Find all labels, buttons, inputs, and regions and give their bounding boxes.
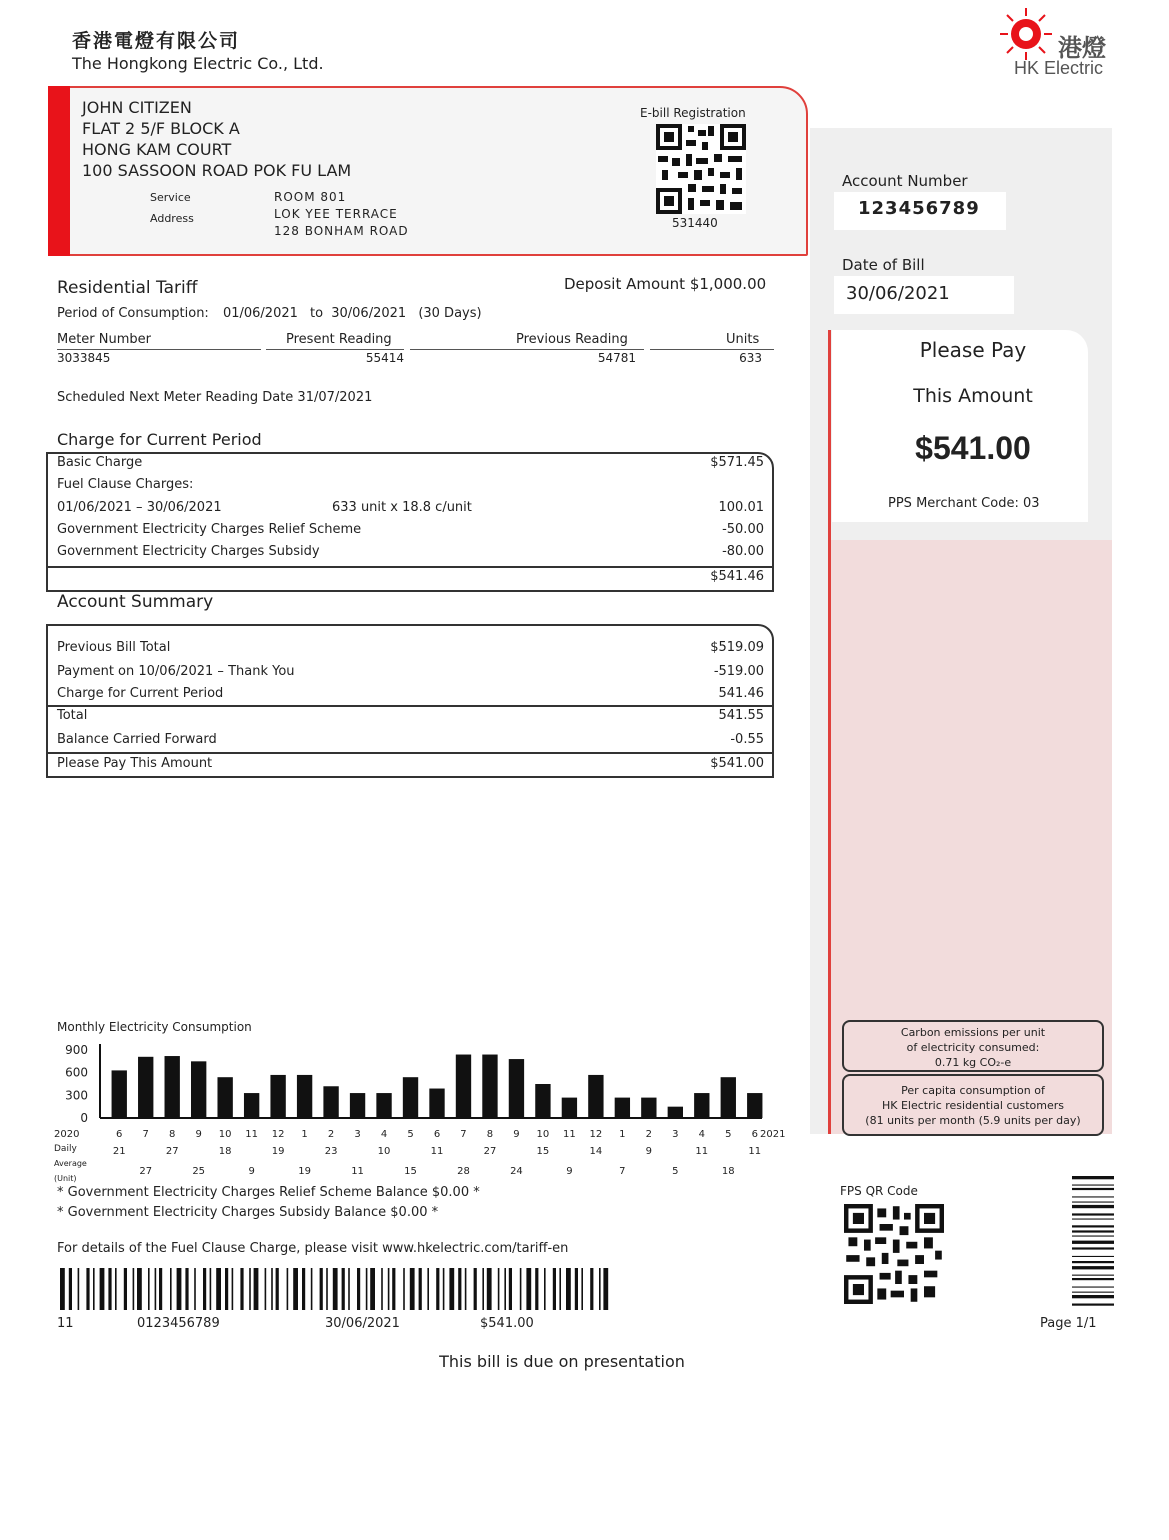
barcode-bar: [60, 1268, 65, 1310]
consumption-bar: [323, 1086, 338, 1118]
barcode-bar: [410, 1268, 415, 1310]
daily-average-label: 11: [748, 1146, 762, 1157]
consumption-bar: [112, 1070, 127, 1118]
summary-row-amount: $541.00: [710, 756, 764, 771]
barcode-bar: [1072, 1261, 1114, 1263]
month-tick-label: 6: [116, 1129, 123, 1140]
charge-row-amount: $571.45: [710, 455, 764, 470]
barcode-bar: [1072, 1295, 1114, 1298]
previous-reading-header: Previous Reading: [516, 332, 628, 347]
pps-merchant-code: PPS Merchant Code: 03: [888, 496, 1040, 511]
barcode-caption: $541.00: [480, 1316, 534, 1331]
barcode-bar: [544, 1268, 546, 1310]
daily-average-label: 27: [165, 1146, 179, 1157]
daily-average-label: 21: [112, 1146, 126, 1157]
barcode-bar: [366, 1268, 368, 1310]
charge-row-detail: 633 unit x 18.8 c/unit: [332, 500, 472, 515]
consumption-bar: [376, 1093, 391, 1118]
consumption-bar: [138, 1057, 153, 1118]
consumption-bar: [588, 1075, 603, 1118]
daily-average-label: 24: [510, 1166, 523, 1177]
barcode-bar: [333, 1268, 338, 1310]
month-tick-label: 9: [195, 1129, 202, 1140]
daily-average-label: 11: [351, 1166, 364, 1177]
month-tick-label: 12: [271, 1129, 285, 1140]
month-tick-label: 3: [672, 1129, 679, 1140]
consumption-bar: [217, 1077, 232, 1118]
barcode-caption: 11: [57, 1316, 74, 1331]
barcode-bar: [93, 1268, 95, 1310]
barcode-bar: [293, 1268, 298, 1310]
barcode-bar: [1072, 1287, 1114, 1288]
summary-row-label: Charge for Current Period: [57, 686, 224, 701]
tariff-title: Residential Tariff: [57, 278, 198, 298]
barcode-bar: [465, 1268, 467, 1310]
daily-average-label: 5: [672, 1166, 679, 1177]
month-tick-label: 4: [380, 1129, 388, 1140]
period-days: (30 Days): [418, 306, 482, 321]
summary-rule: [46, 752, 774, 754]
barcode-bar: [1072, 1205, 1114, 1208]
per-capita-line: HK Electric residential customers: [882, 1099, 1064, 1112]
barcode-bar: [458, 1268, 461, 1310]
barcode-bar: [194, 1268, 196, 1310]
bill-date-value: 30/06/2021: [846, 283, 950, 304]
charge-row-amount: -80.00: [722, 544, 764, 559]
year-start-label: 2020: [54, 1129, 80, 1140]
barcode-bar: [559, 1268, 561, 1310]
daily-average-row-label: (Unit): [54, 1174, 77, 1183]
consumption-bar: [456, 1055, 471, 1118]
barcode-caption: 0123456789: [137, 1316, 220, 1331]
barcode-bar: [100, 1268, 105, 1310]
address-line: 100 SASSOON ROAD POK FU LAM: [82, 161, 352, 180]
barcode-caption: 30/06/2021: [325, 1316, 400, 1331]
barcode-bar: [599, 1268, 601, 1310]
barcode-bar: [1072, 1213, 1114, 1215]
barcode-bar: [271, 1268, 273, 1310]
barcode-bar: [249, 1268, 251, 1310]
month-tick-label: 11: [245, 1129, 259, 1140]
charge-row-label: Fuel Clause Charges:: [57, 477, 194, 492]
barcode-bar: [526, 1268, 531, 1310]
barcode-bar: [69, 1268, 72, 1310]
carbon-emissions-box: [842, 1020, 1104, 1072]
daily-average-label: 23: [324, 1146, 338, 1157]
year-end-label: 2021: [760, 1129, 786, 1140]
address-accent-stripe: [48, 86, 70, 256]
barcode-bar: [287, 1268, 289, 1310]
service-address-label: Service: [150, 191, 191, 204]
month-tick-label: 5: [407, 1129, 414, 1140]
month-tick-label: 2: [645, 1129, 653, 1140]
barcode-bar: [302, 1268, 305, 1310]
barcode-bar: [427, 1268, 429, 1310]
summary-row-label: Payment on 10/06/2021 – Thank You: [57, 664, 295, 679]
summary-row-label: Previous Bill Total: [57, 640, 171, 655]
month-tick-label: 10: [218, 1129, 232, 1140]
barcode-bar: [1072, 1275, 1114, 1276]
company-name-chinese: 香港電燈有限公司: [72, 30, 241, 52]
meter-rule: [410, 349, 644, 350]
barcode-bar: [185, 1268, 188, 1310]
carbon-line: Carbon emissions per unit: [900, 1026, 1046, 1039]
barcode-bar: [210, 1268, 212, 1310]
consumption-bar: [694, 1093, 709, 1118]
carbon-line: 0.71 kg CO₂-e: [934, 1056, 1012, 1069]
barcode-bar: [320, 1268, 323, 1310]
chart-title: Monthly Electricity Consumption: [57, 1020, 252, 1034]
month-tick-label: 3: [354, 1129, 361, 1140]
barcode-bar: [1072, 1292, 1114, 1293]
summary-row-label: Balance Carried Forward: [57, 732, 217, 747]
month-tick-label: 8: [486, 1129, 494, 1140]
consumption-bar: [509, 1059, 524, 1118]
barcode-bar: [1072, 1256, 1114, 1257]
fuel-clause-note: For details of the Fuel Clause Charge, please visit www.hkelectric.com/tariff-en: [57, 1241, 569, 1256]
service-address-line: LOK YEE TERRACE: [274, 207, 398, 221]
barcode-bar: [342, 1268, 345, 1310]
service-address-line: 128 BONHAM ROAD: [274, 224, 409, 238]
barcode-bar: [1072, 1196, 1114, 1197]
barcode-bar: [520, 1268, 522, 1310]
charge-total-amount: $541.46: [710, 569, 764, 584]
barcode-bar: [449, 1268, 454, 1310]
consumption-bar-chart: [50, 1036, 790, 1186]
units-header: Units: [726, 332, 760, 347]
barcode-bar: [482, 1268, 484, 1310]
barcode-bar: [474, 1268, 477, 1310]
month-tick-label: 6: [751, 1129, 758, 1140]
summary-row-amount: -0.55: [730, 732, 764, 747]
consumption-bar: [244, 1093, 259, 1118]
barcode-bar: [108, 1268, 111, 1310]
amount-due-value: $541.00: [915, 430, 1031, 466]
summary-rule: [46, 705, 774, 707]
barcode-bar: [225, 1268, 228, 1310]
subsidy-note: * Government Electricity Charges Subsidy Balance $0.00 *: [57, 1205, 439, 1220]
barcode-bar: [498, 1268, 500, 1310]
carbon-line: of electricity consumed:: [906, 1041, 1040, 1054]
consumption-bar: [562, 1098, 577, 1118]
barcode-bar: [388, 1268, 390, 1310]
daily-average-label: 18: [218, 1146, 232, 1157]
consumption-bar: [429, 1089, 444, 1118]
consumption-bar: [297, 1075, 312, 1118]
charge-row-label: Basic Charge: [57, 455, 143, 470]
barcode-bar: [148, 1268, 150, 1310]
barcode-bar: [254, 1268, 259, 1310]
meter-number-header: Meter Number: [57, 332, 152, 347]
barcode-bar: [276, 1268, 279, 1310]
consumption-bar: [191, 1061, 206, 1118]
daily-average-label: 7: [619, 1166, 626, 1177]
previous-reading-value: 54781: [597, 351, 636, 365]
barcode-bar: [357, 1268, 360, 1310]
barcode-bar: [1072, 1236, 1114, 1237]
daily-average-label: 11: [430, 1146, 444, 1157]
barcode-bar: [133, 1268, 135, 1310]
consumption-bar: [615, 1098, 630, 1118]
barcode-bar: [137, 1268, 142, 1310]
summary-row-amount: -519.00: [713, 664, 764, 679]
per-capita-line: (81 units per month (5.9 units per day): [865, 1114, 1081, 1127]
ebill-registration-code: 531440: [672, 216, 718, 230]
barcode-bar: [311, 1268, 313, 1310]
month-tick-label: 10: [536, 1129, 550, 1140]
ebill-qr-code-icon[interactable]: [656, 124, 746, 214]
daily-average-label: 14: [589, 1146, 603, 1157]
address-line: FLAT 2 5/F BLOCK A: [82, 119, 240, 138]
barcode-bar: [1072, 1188, 1114, 1190]
month-tick-label: 6: [433, 1129, 441, 1140]
month-tick-label: 12: [589, 1129, 603, 1140]
logo-chinese-text: 港燈: [1058, 34, 1106, 62]
barcode-bar: [553, 1268, 556, 1310]
consumption-bar: [535, 1084, 550, 1118]
daily-average-label: 25: [192, 1166, 206, 1177]
charge-row-amount: -50.00: [722, 522, 764, 537]
barcode-bar: [370, 1268, 375, 1310]
charge-row-label: Government Electricity Charges Subsidy: [57, 544, 320, 559]
summary-row-amount: $519.09: [710, 640, 764, 655]
next-reading-date: Scheduled Next Meter Reading Date 31/07/2021: [57, 390, 373, 405]
barcode-bar: [348, 1268, 350, 1310]
present-reading-header: Present Reading: [286, 332, 392, 347]
daily-average-label: 27: [483, 1146, 497, 1157]
daily-average-label: 10: [377, 1146, 391, 1157]
due-notice: This bill is due on presentation: [439, 1352, 685, 1371]
consumption-bar: [721, 1077, 736, 1118]
barcode-bar: [1072, 1304, 1114, 1306]
period-from: 01/06/2021: [222, 306, 298, 321]
month-tick-label: 8: [169, 1129, 176, 1140]
summary-row-label: Total: [57, 708, 88, 723]
barcode-bar: [1072, 1266, 1114, 1269]
daily-average-label: 19: [298, 1166, 311, 1177]
consumption-bar: [270, 1075, 285, 1118]
month-tick-label: 2: [327, 1129, 335, 1140]
y-tick-label: 0: [80, 1111, 88, 1125]
barcode-bar: [1072, 1219, 1114, 1220]
page-number: Page 1/1: [1040, 1316, 1097, 1331]
bill-date-label: Date of Bill: [842, 256, 925, 274]
month-tick-label: 1: [301, 1129, 308, 1140]
charge-row-label: 01/06/2021 – 30/06/2021: [57, 500, 222, 515]
period-to: 30/06/2021: [331, 306, 407, 321]
deposit-amount: Deposit Amount $1,000.00: [564, 275, 767, 293]
customer-name: JOHN CITIZEN: [82, 98, 192, 117]
barcode-bar: [86, 1268, 89, 1310]
charge-total-rule: [46, 566, 774, 568]
barcode-bar: [535, 1268, 538, 1310]
barcode-bar: [203, 1268, 206, 1310]
ebill-registration-label: E-bill Registration: [640, 106, 746, 120]
account-summary-title: Account Summary: [57, 592, 214, 612]
y-tick-label: 900: [65, 1043, 88, 1057]
side-panel-accent-line: [828, 330, 831, 1134]
month-tick-label: 9: [513, 1129, 520, 1140]
please-pay-label: Please Pay: [919, 338, 1027, 362]
summary-row-label: Please Pay This Amount: [57, 756, 213, 771]
account-number-label: Account Number: [842, 172, 968, 190]
barcode-bar: [1072, 1241, 1114, 1244]
barcode-bar: [1072, 1225, 1114, 1227]
meter-rule: [57, 349, 261, 350]
daily-average-label: 19: [271, 1146, 285, 1157]
barcode-bar: [504, 1268, 506, 1310]
logo-english-text: HK Electric: [1014, 58, 1104, 78]
barcode-bar: [1072, 1185, 1114, 1186]
daily-average-label: 18: [721, 1166, 735, 1177]
charge-row-label: Government Electricity Charges Relief Scheme: [57, 522, 362, 537]
summary-row-amount: 541.55: [718, 708, 764, 723]
month-tick-label: 7: [460, 1129, 467, 1140]
charge-row-amount: 100.01: [718, 500, 764, 515]
barcode-bar: [1072, 1247, 1114, 1249]
y-tick-label: 300: [65, 1088, 88, 1103]
month-tick-label: 1: [619, 1129, 626, 1140]
month-tick-label: 5: [725, 1129, 732, 1140]
daily-average-row-label: Average: [54, 1159, 87, 1168]
company-name-english: The Hongkong Electric Co., Ltd.: [72, 54, 324, 73]
charge-section-title: Charge for Current Period: [57, 430, 262, 449]
period-label: Period of Consumption:: [57, 306, 209, 321]
barcode-bar: [326, 1268, 328, 1310]
barcode-bar: [1072, 1230, 1114, 1232]
barcode-bar: [566, 1268, 571, 1310]
account-number-value: 123456789: [858, 198, 980, 219]
per-capita-consumption-box: [842, 1074, 1104, 1136]
barcode-bar: [115, 1268, 117, 1310]
barcode-bar: [603, 1268, 608, 1310]
consumption-period: [57, 306, 482, 321]
daily-average-label: 28: [457, 1166, 470, 1177]
consumption-bar: [403, 1077, 418, 1118]
this-amount-label: This Amount: [913, 385, 1033, 407]
payment-barcode-icon: [60, 1268, 616, 1310]
month-tick-label: 7: [142, 1129, 149, 1140]
daily-average-label: 11: [695, 1146, 709, 1157]
barcode-bar: [443, 1268, 445, 1310]
barcode-bar: [216, 1268, 221, 1310]
service-address-line: ROOM 801: [274, 190, 347, 204]
meter-rule: [266, 349, 404, 350]
barcode-bar: [232, 1268, 234, 1310]
barcode-bar: [1072, 1278, 1114, 1280]
hk-electric-logo-icon: [998, 6, 1054, 62]
daily-average-label: 27: [139, 1166, 153, 1177]
barcode-bar: [155, 1268, 157, 1310]
barcode-bar: [509, 1268, 512, 1310]
barcode-bar: [1072, 1202, 1114, 1203]
barcode-bar: [392, 1268, 395, 1310]
consumption-bar: [165, 1056, 180, 1118]
barcode-bar: [177, 1268, 182, 1310]
y-tick-label: 600: [65, 1065, 88, 1080]
barcode-bar: [78, 1268, 80, 1310]
relief-scheme-note: * Government Electricity Charges Relief Scheme Balance $0.00 *: [57, 1185, 480, 1200]
consumption-bar: [747, 1093, 762, 1118]
barcode-bar: [170, 1268, 172, 1310]
barcode-bar: [240, 1268, 243, 1310]
daily-average-label: 15: [536, 1146, 550, 1157]
barcode-bar: [581, 1268, 583, 1310]
barcode-bar: [403, 1268, 405, 1310]
month-tick-label: 11: [563, 1129, 576, 1140]
barcode-bar: [487, 1268, 492, 1310]
daily-average-label: 9: [566, 1166, 573, 1177]
daily-average-label: 9: [645, 1146, 653, 1157]
consumption-bar: [350, 1093, 365, 1118]
daily-average-label: 9: [248, 1166, 255, 1177]
month-tick-label: 4: [698, 1129, 705, 1140]
barcode-bar: [590, 1268, 593, 1310]
meter-rule: [650, 349, 774, 350]
barcode-bar: [265, 1268, 267, 1310]
barcode-bar: [419, 1268, 422, 1310]
address-line: HONG KAM COURT: [82, 140, 232, 159]
per-capita-line: Per capita consumption of: [901, 1084, 1045, 1097]
meter-number-value: 3033845: [57, 351, 111, 365]
consumption-bar: [668, 1107, 683, 1118]
summary-row-amount: 541.46: [718, 686, 764, 701]
barcode-bar: [1072, 1176, 1114, 1179]
fps-qr-code-icon[interactable]: [844, 1204, 944, 1304]
barcode-bar: [124, 1268, 127, 1310]
daily-average-label: 15: [404, 1166, 417, 1177]
barcode-bar: [436, 1268, 439, 1310]
daily-average-row-label: Daily: [54, 1144, 77, 1154]
service-address-label: Address: [150, 212, 194, 225]
barcode-bar: [575, 1268, 578, 1310]
period-to-word: to: [310, 306, 324, 321]
consumption-bar: [641, 1098, 656, 1118]
side-barcode-icon: [1072, 1176, 1114, 1308]
units-value: 633: [739, 351, 762, 365]
barcode-bar: [159, 1268, 162, 1310]
fps-qr-label: FPS QR Code: [840, 1184, 918, 1198]
barcode-bar: [381, 1268, 383, 1310]
consumption-bar: [482, 1055, 497, 1118]
present-reading-value: 55414: [365, 351, 404, 365]
